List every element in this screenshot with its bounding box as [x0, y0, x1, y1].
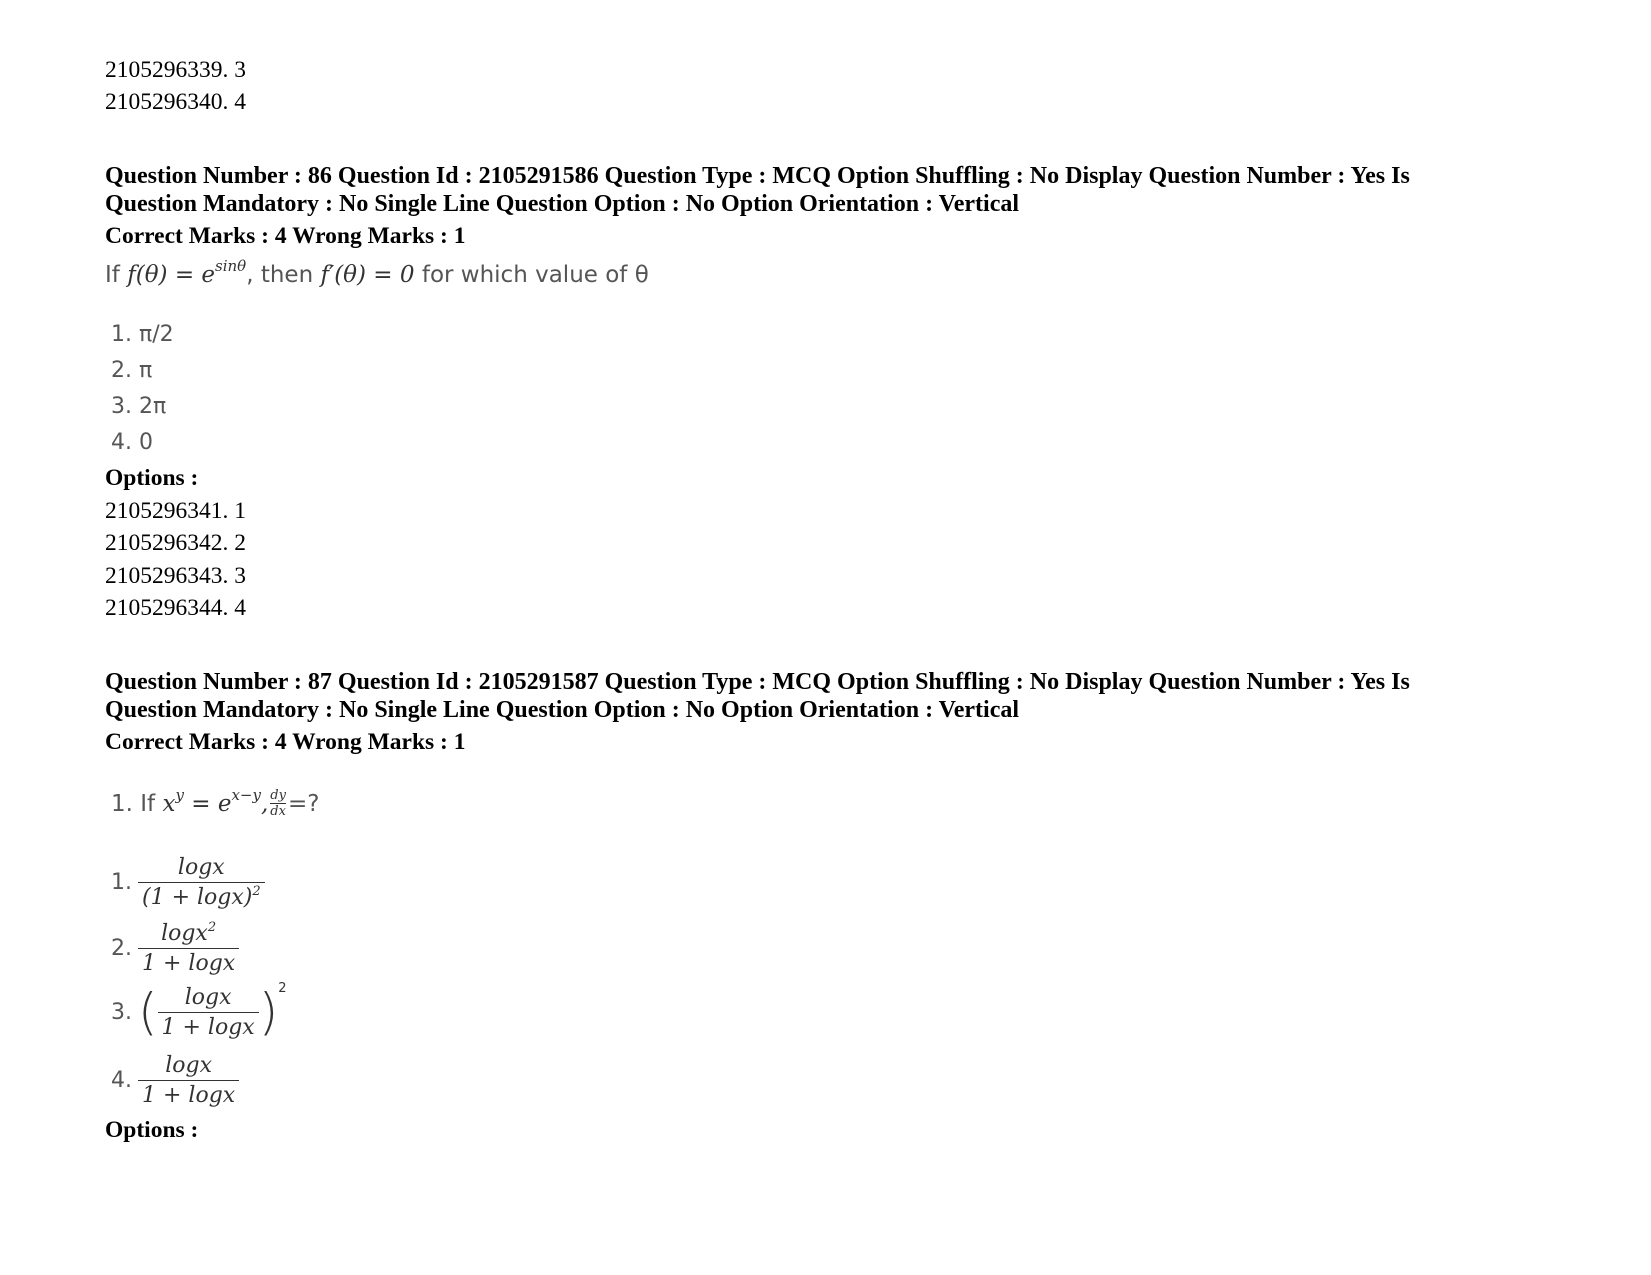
- choice-label: 2.: [111, 935, 132, 961]
- numerator-text: logx: [161, 920, 208, 946]
- fraction-numerator: logx: [177, 854, 225, 880]
- option-id: 2105296341: [105, 498, 223, 524]
- choice-item: 3. 2π: [111, 394, 167, 419]
- fraction-numerator: dy: [270, 788, 286, 803]
- choice-item: [111, 1048, 239, 1112]
- fraction: [138, 1053, 239, 1108]
- math-term: = e: [191, 790, 232, 817]
- math-superscript: x−y: [231, 785, 261, 804]
- choice-item: [111, 850, 265, 914]
- option-row: 2105296342. 2: [105, 530, 246, 556]
- question-meta: [105, 668, 1545, 724]
- math-superscript: 2: [278, 980, 287, 996]
- option-number: 4: [234, 595, 246, 621]
- options-label: Options :: [105, 1117, 199, 1143]
- fraction: [158, 985, 259, 1040]
- fraction-denominator: 1 + logx: [138, 948, 239, 976]
- fraction-numerator: [157, 921, 220, 948]
- choice-label: 1.: [111, 869, 132, 895]
- fraction-denominator: 1 + logx: [158, 1012, 259, 1040]
- question-meta: [105, 162, 1545, 218]
- fraction: [138, 921, 239, 976]
- question-text: [111, 785, 320, 819]
- fraction-denominator: 1 + logx: [138, 1080, 239, 1108]
- choice-item: 2. π: [111, 358, 153, 383]
- option-id: 2105296343: [105, 563, 223, 589]
- option-id: 2105296344: [105, 595, 223, 621]
- derivative-fraction: [270, 788, 286, 819]
- math-superscript: y: [175, 785, 184, 804]
- option-number: 2: [234, 530, 246, 556]
- choice-item: [111, 916, 239, 980]
- choice-item: 1. π/2: [111, 322, 174, 347]
- math-term: x: [162, 790, 176, 817]
- option-id: 2105296342: [105, 530, 223, 556]
- options-label: Options :: [105, 465, 199, 491]
- option-row: 2105296344. 4: [105, 595, 246, 621]
- math-expression: f′(θ) = 0: [320, 262, 415, 288]
- option-number: 4: [234, 89, 246, 115]
- math-superscript: 2: [252, 883, 261, 899]
- fraction-numerator: logx: [165, 1052, 212, 1078]
- choice-label: 3.: [111, 999, 132, 1025]
- choice-item: 4. 0: [111, 430, 153, 455]
- option-row: 2105296343. 3: [105, 563, 246, 589]
- math-expression: [127, 257, 247, 288]
- question-prefix: 1. If: [111, 790, 156, 817]
- fraction-numerator: logx: [184, 984, 232, 1010]
- left-paren: (: [138, 983, 158, 1041]
- math-comma: ,: [260, 790, 269, 817]
- right-paren: ): [258, 983, 279, 1041]
- option-number: 3: [234, 57, 246, 83]
- question-text: [105, 257, 649, 288]
- option-row: 2105296339. 3: [105, 57, 246, 83]
- question-suffix: for which value of θ: [421, 262, 649, 288]
- choice-label: 4.: [111, 1067, 132, 1093]
- option-row: 2105296340. 4: [105, 89, 246, 115]
- math-term: f(θ) = e: [127, 262, 216, 288]
- question-meta-line: Question Number : 86 Question Id : 2105291586 Question Type : MCQ Option Shuffling : No Display Question Number : Yes Is: [105, 163, 1410, 189]
- question-meta-line: Question Mandatory : No Single Line Question Option : No Option Orientation : Vertical: [105, 191, 1020, 217]
- marks-line: Correct Marks : 4 Wrong Marks : 1: [105, 223, 466, 249]
- choice-item: [111, 980, 287, 1044]
- option-number: 1: [234, 498, 246, 524]
- question-prefix: If: [105, 262, 120, 288]
- math-expression: [162, 785, 269, 817]
- denominator-text: (1 + logx): [142, 884, 253, 910]
- option-number: 3: [234, 563, 246, 589]
- fraction: [138, 855, 265, 910]
- question-mid: , then: [246, 262, 314, 288]
- question-meta-line: Question Number : 87 Question Id : 2105291587 Question Type : MCQ Option Shuffling : No Display Question Number : Yes Is: [105, 669, 1410, 695]
- math-superscript: sinθ: [215, 257, 247, 275]
- question-ask: =?: [287, 790, 320, 817]
- marks-line: Correct Marks : 4 Wrong Marks : 1: [105, 729, 466, 755]
- option-id: 2105296340: [105, 89, 223, 115]
- option-id: 2105296339: [105, 57, 223, 83]
- math-superscript: 2: [207, 919, 217, 935]
- question-meta-line: Question Mandatory : No Single Line Question Option : No Option Orientation : Vertical: [105, 697, 1020, 723]
- option-row: 2105296341. 1: [105, 498, 246, 524]
- fraction-denominator: dx: [270, 804, 286, 819]
- fraction-denominator: [138, 882, 265, 910]
